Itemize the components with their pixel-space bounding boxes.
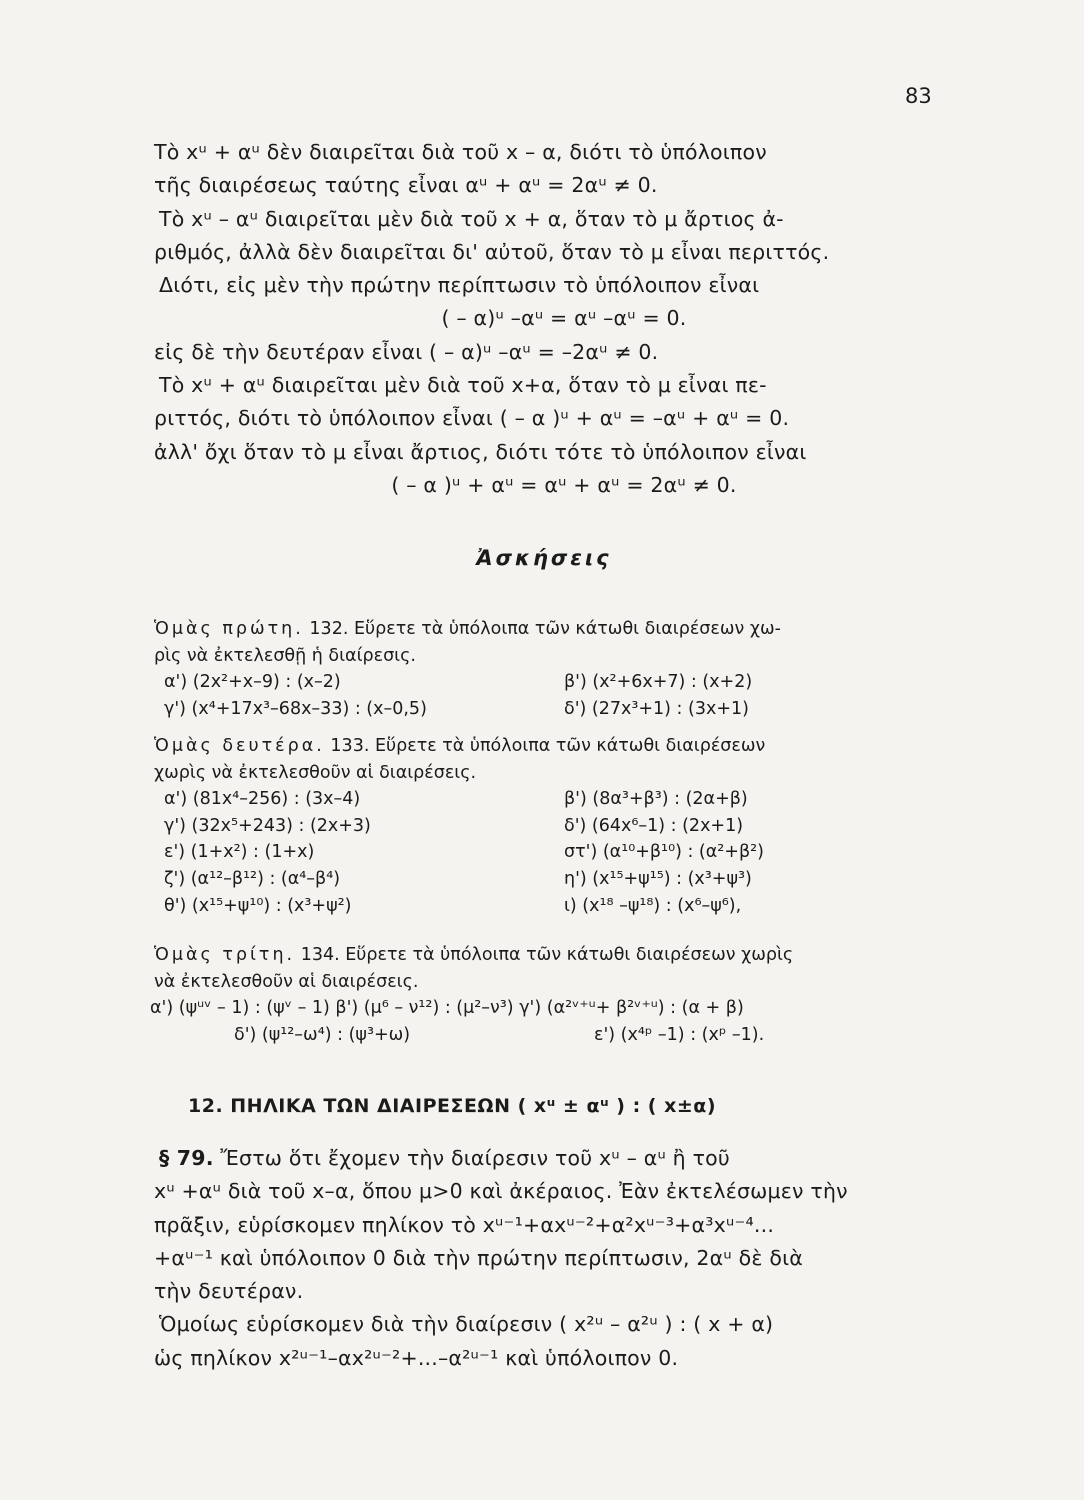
exercise-item: α') (2x²+x–9) : (x–2) — [164, 672, 341, 693]
group-text: ρὶς νὰ ἐκτελεσθῇ ἡ διαίρεσις. — [154, 645, 416, 666]
paragraph-79 — [154, 1142, 934, 1375]
paragraph-divisibility — [154, 136, 934, 502]
text-line: Τὸ xᵘ + αᵘ δὲν διαιρεῖται διὰ τοῦ x – α, διότι τὸ ὑπόλοιπον — [154, 140, 767, 164]
exercise-item: β') (8α³+β³) : (2α+β) — [564, 789, 748, 810]
text-line: τὴν δευτέραν. — [154, 1279, 304, 1304]
exercise-item: ζ') (α¹²–β¹²) : (α⁴–β⁴) — [164, 868, 341, 889]
text-line: Ὁμοίως εὑρίσκομεν διὰ τὴν διαίρεσιν ( x²ᵘ – α²ᵘ ) : ( x + α) — [159, 1312, 774, 1337]
text-line: πρᾶξιν, εὑρίσκομεν πηλίκον τὸ xᵘ⁻¹+αxᵘ⁻²+α²xᵘ⁻³+α³xᵘ⁻⁴... — [154, 1212, 775, 1237]
group-label: Ὁμὰς δευτέρα. — [154, 736, 325, 756]
exercise-group-3 — [150, 942, 934, 1048]
text-line: εἰς δὲ τὴν δευτέραν εἶναι ( – α)ᵘ –αᵘ = –2αᵘ ≠ 0. — [154, 339, 659, 364]
exercise-row — [150, 995, 934, 1022]
text-line: Ἔστω ὅτι ἔχομεν τὴν διαίρεσιν τοῦ xᵘ – αᵘ ἢ τοῦ — [220, 1146, 730, 1170]
exercise-item: δ') (27x³+1) : (3x+1) — [564, 698, 749, 719]
text-line: Τὸ xᵘ + αᵘ διαιρεῖται μὲν διὰ τοῦ x+α, ὅταν τὸ μ εἶναι πε- — [159, 373, 767, 398]
exercise-item: α') (81x⁴–256) : (3x–4) — [164, 789, 361, 810]
exercise-row — [154, 893, 934, 920]
exercise-row — [154, 786, 934, 813]
exercises-heading: Ἀσκήσεις — [476, 546, 612, 570]
exercise-row — [154, 669, 934, 696]
equation-line: ( – α )ᵘ + αᵘ = αᵘ + αᵘ = 2αᵘ ≠ 0. — [391, 472, 737, 497]
exercise-item: ι) (x¹⁸ –ψ¹⁸) : (x⁶–ψ⁶), — [564, 895, 742, 916]
section-number: § 79. — [159, 1146, 214, 1170]
exercise-item: δ') (64x⁶–1) : (2x+1) — [564, 815, 744, 836]
text-line: ἀλλ' ὄχι ὅταν τὸ μ εἶναι ἄρτιος, διότι τότε τὸ ὑπόλοιπον εἶναι — [154, 439, 807, 464]
exercise-item: γ') (32x⁵+243) : (2x+3) — [164, 815, 371, 836]
group-text: νὰ ἐκτελεσθοῦν αἱ διαιρέσεις. — [154, 971, 419, 992]
group-text: 133. Εὕρετε τὰ ὑπόλοιπα τῶν κάτωθι διαιρέσεων — [330, 736, 766, 756]
group-label: Ὁμὰς πρώτη. — [154, 619, 304, 639]
exercise-group-1 — [154, 616, 934, 722]
text-line: τῆς διαιρέσεως ταύτης εἶναι αᵘ + αᵘ = 2αᵘ ≠ 0. — [154, 173, 658, 198]
exercise-row — [154, 696, 934, 723]
exercise-item: στ') (α¹⁰+β¹⁰) : (α²+β²) — [564, 842, 764, 863]
text-line: ριθμός, ἀλλὰ δὲν διαιρεῖται δι' αὐτοῦ, ὅταν τὸ μ εἶναι περιττός. — [154, 239, 830, 264]
exercise-row — [154, 866, 934, 893]
exercise-item: ε') (x⁴ᵖ –1) : (xᵖ –1). — [594, 1024, 765, 1045]
exercise-row — [154, 839, 934, 866]
exercise-group-2 — [154, 733, 934, 919]
text-line: ὡς πηλίκον x²ᵘ⁻¹–αx²ᵘ⁻²+...–α²ᵘ⁻¹ καὶ ὑπόλοιπον 0. — [154, 1345, 679, 1370]
group-text: 132. Εὕρετε τὰ ὑπόλοιπα τῶν κάτωθι διαιρέσεων χω- — [309, 619, 781, 639]
exercise-item: γ') (x⁴+17x³–68x–33) : (x–0,5) — [164, 698, 427, 719]
group-text: χωρὶς νὰ ἐκτελεσθοῦν αἱ διαιρέσεις. — [154, 762, 477, 783]
text-line: ριττός, διότι τὸ ὑπόλοιπον εἶναι ( – α )ᵘ + αᵘ = –αᵘ + αᵘ = 0. — [154, 406, 790, 431]
text-line: Τὸ xᵘ – αᵘ διαιρεῖται μὲν διὰ τοῦ x + α, ὅταν τὸ μ ἄρτιος ἀ- — [159, 206, 784, 231]
text-line: xᵘ +αᵘ διὰ τοῦ x–α, ὅπου μ>0 καὶ ἀκέραιος. Ἐὰν ἐκτελέσωμεν τὴν — [154, 1179, 848, 1204]
text-line: +αᵘ⁻¹ καὶ ὑπόλοιπον 0 διὰ τὴν πρώτην περίπτωσιν, 2αᵘ δὲ διὰ — [154, 1245, 803, 1270]
group-text: 134. Εὕρετε τὰ ὑπόλοιπα τῶν κάτωθι διαιρέσεων χωρὶς — [300, 945, 794, 965]
page-number: 83 — [905, 84, 932, 108]
exercise-item: θ') (x¹⁵+ψ¹⁰) : (x³+ψ²) — [164, 895, 352, 916]
exercise-item: β') (x²+6x+7) : (x+2) — [564, 672, 753, 693]
exercise-item: ε') (1+x²) : (1+x) — [164, 842, 315, 863]
text-line: Διότι, εἰς μὲν τὴν πρώτην περίπτωσιν τὸ ὑπόλοιπον εἶναι — [159, 273, 760, 298]
exercise-row — [154, 813, 934, 840]
exercise-row — [154, 1022, 934, 1049]
exercise-item: δ') (ψ¹²–ω⁴) : (ψ³+ω) — [234, 1024, 411, 1045]
group-label: Ὁμὰς τρίτη. — [154, 945, 296, 965]
section-title: 12. ΠΗΛΙΚΑ ΤΩΝ ΔΙΑΙΡΕΣΕΩΝ ( xᵘ ± αᵘ ) : ( x±α) — [188, 1095, 717, 1117]
equation-line: ( – α)ᵘ –αᵘ = αᵘ –αᵘ = 0. — [441, 306, 687, 331]
exercise-item: α') (ψᵘᵛ – 1) : (ψᵛ – 1) β') (μ⁶ – ν¹²) : (μ²–ν³) γ') (α²ᵛ⁺ᵘ+ β²ᵛ⁺ᵘ) : (α + β) — [150, 998, 744, 1019]
exercise-item: η') (x¹⁵+ψ¹⁵) : (x³+ψ³) — [564, 868, 752, 889]
